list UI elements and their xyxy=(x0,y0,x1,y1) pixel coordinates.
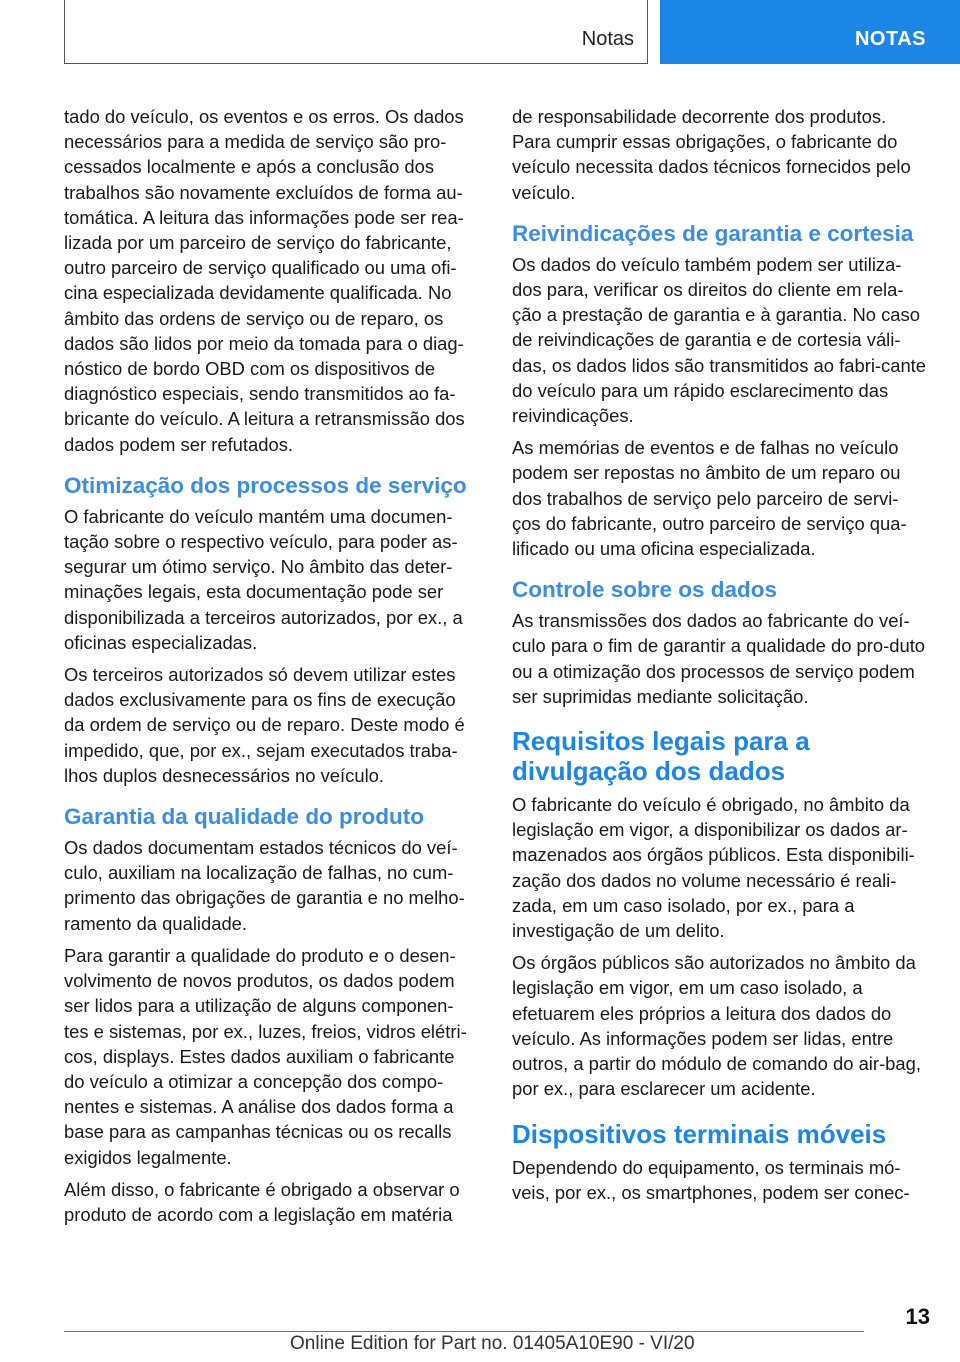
heading-dispositivos: Dispositivos terminais móveis xyxy=(512,1118,887,1149)
paragraph: de responsabilidade decorrente dos produtos. Para cumprir essas obrigações, o fabricante do veículo necessita dados técnicos fornecidos pelo veículo. xyxy=(512,106,911,203)
page-number: 13 xyxy=(905,1304,930,1329)
footer-edition: Online Edition for Part no. 01405A10E90 - VI/20 xyxy=(290,1333,695,1354)
paragraph: Os dados do veículo também podem ser utiliza-dos para, verificar os direitos do cliente em rela-ção a prestação de garantia e à garantia. No caso de reivindicações de garantia e de cortesia váli-das, os dados lidos são transmitidos ao fabri-cante do veículo para um rápido esclarecimento das reivindicações. xyxy=(512,253,927,427)
paragraph: Os terceiros autorizados só devem utilizar estes dados exclusivamente para os fins de execução da ordem de serviço ou de reparo. Deste modo é impedido, que, por ex., sejam executados traba-lhos duplos desnecessários no veículo. xyxy=(64,664,465,786)
paragraph: Dependendo do equipamento, os terminais mó-veis, por ex., os smartphones, podem ser conec- xyxy=(512,1156,910,1203)
header-chapter-tab[interactable] xyxy=(660,0,960,64)
left-column xyxy=(64,104,478,1234)
paragraph: Para garantir a qualidade do produto e o desen-volvimento de novos produtos, os dados podem ser lidos para a utilização de alguns componen-tes e sistemas, por ex., luzes, freios, vidros elétri-cos, displays. Estes dados auxiliam o fabricante do veículo a otimizar a concepção dos compo-nentes e sistemas. A análise dos dados forma a base para as campanhas técnicas ou os recalls exigidos legalmente. xyxy=(64,944,467,1168)
header-frame xyxy=(64,0,648,64)
heading-requisitos: Requisitos legais para a divulgação dos dados xyxy=(512,726,810,787)
paragraph: Os órgãos públicos são autorizados no âmbito da legislação em vigor, em um caso isolado, a efetuarem eles próprios a leitura dos dados do veículo. As informações podem ser lidas, entre outros, a partir do módulo de comando do air-bag, por ex., para esclarecer um acidente. xyxy=(512,952,921,1100)
paragraph: As memórias de eventos e de falhas no veículo podem ser repostas no âmbito de um reparo ou dos trabalhos de serviço pelo parceiro de servi-ços do fabricante, outro parceiro de serviço qua-lificado ou uma oficina especializada. xyxy=(512,437,907,560)
paragraph: O fabricante do veículo é obrigado, no âmbito da legislação em vigor, a disponibilizar os dados ar-mazenados aos órgãos públicos. Esta disponibili-zação dos dados no volume necessário é reali-zada, em um caso isolado, por ex., para a investigação de um delito. xyxy=(512,794,915,942)
paragraph: Os dados documentam estados técnicos do veí-culo, auxiliam na localização de falhas, no cum-primento das obrigações de garantia e no melho-ramento da qualidade. xyxy=(64,837,465,934)
heading-controle: Controle sobre os dados xyxy=(512,577,778,603)
paragraph: As transmissões dos dados ao fabricante do veí-culo para o fim de garantir a qualidade do pro-duto ou a otimização dos processos de serviço podem ser suprimidas mediante solicitação. xyxy=(512,610,926,707)
paragraph: O fabricante do veículo mantém uma documen-tação sobre o respectivo veículo, para poder as-segurar um ótimo serviço. No âmbito das deter-minações legais, esta documentação pode ser disponibilizada a terceiros autorizados, por ex., a oficinas especializadas. xyxy=(64,505,463,653)
right-column xyxy=(512,104,926,1212)
header-section-title: Notas xyxy=(581,28,634,50)
header-chapter-label: NOTAS xyxy=(854,28,926,50)
paragraph: tado do veículo, os eventos e os erros. Os dados necessários para a medida de serviço são pro-cessados localmente e após a conclusão dos trabalhos são novamente excluídos de forma au-tomática. A leitura das informações pode ser rea-lizada por um parceiro de serviço do fabricante, outro parceiro de serviço qualificado ou uma ofi-cina especializada devidamente qualificada. No âmbito das ordens de serviço ou de reparo, os dados são lidos por meio da tomada para o diag-nóstico de bordo OBD com os dispositivos de diagnóstico especiais, sendo transmitidos ao fa-bricante do veículo. A leitura a retransmissão dos dados podem ser refutados. xyxy=(64,106,465,455)
footer-divider xyxy=(64,1331,864,1332)
paragraph: Além disso, o fabricante é obrigado a observar o produto de acordo com a legislação em matéria xyxy=(64,1178,460,1225)
heading-garantia-qualidade: Garantia da qualidade do produto xyxy=(64,804,425,830)
heading-otimizacao: Otimização dos processos de serviço xyxy=(64,472,467,498)
heading-reivindicacoes: Reivindicações de garantia e cortesia xyxy=(512,220,914,246)
